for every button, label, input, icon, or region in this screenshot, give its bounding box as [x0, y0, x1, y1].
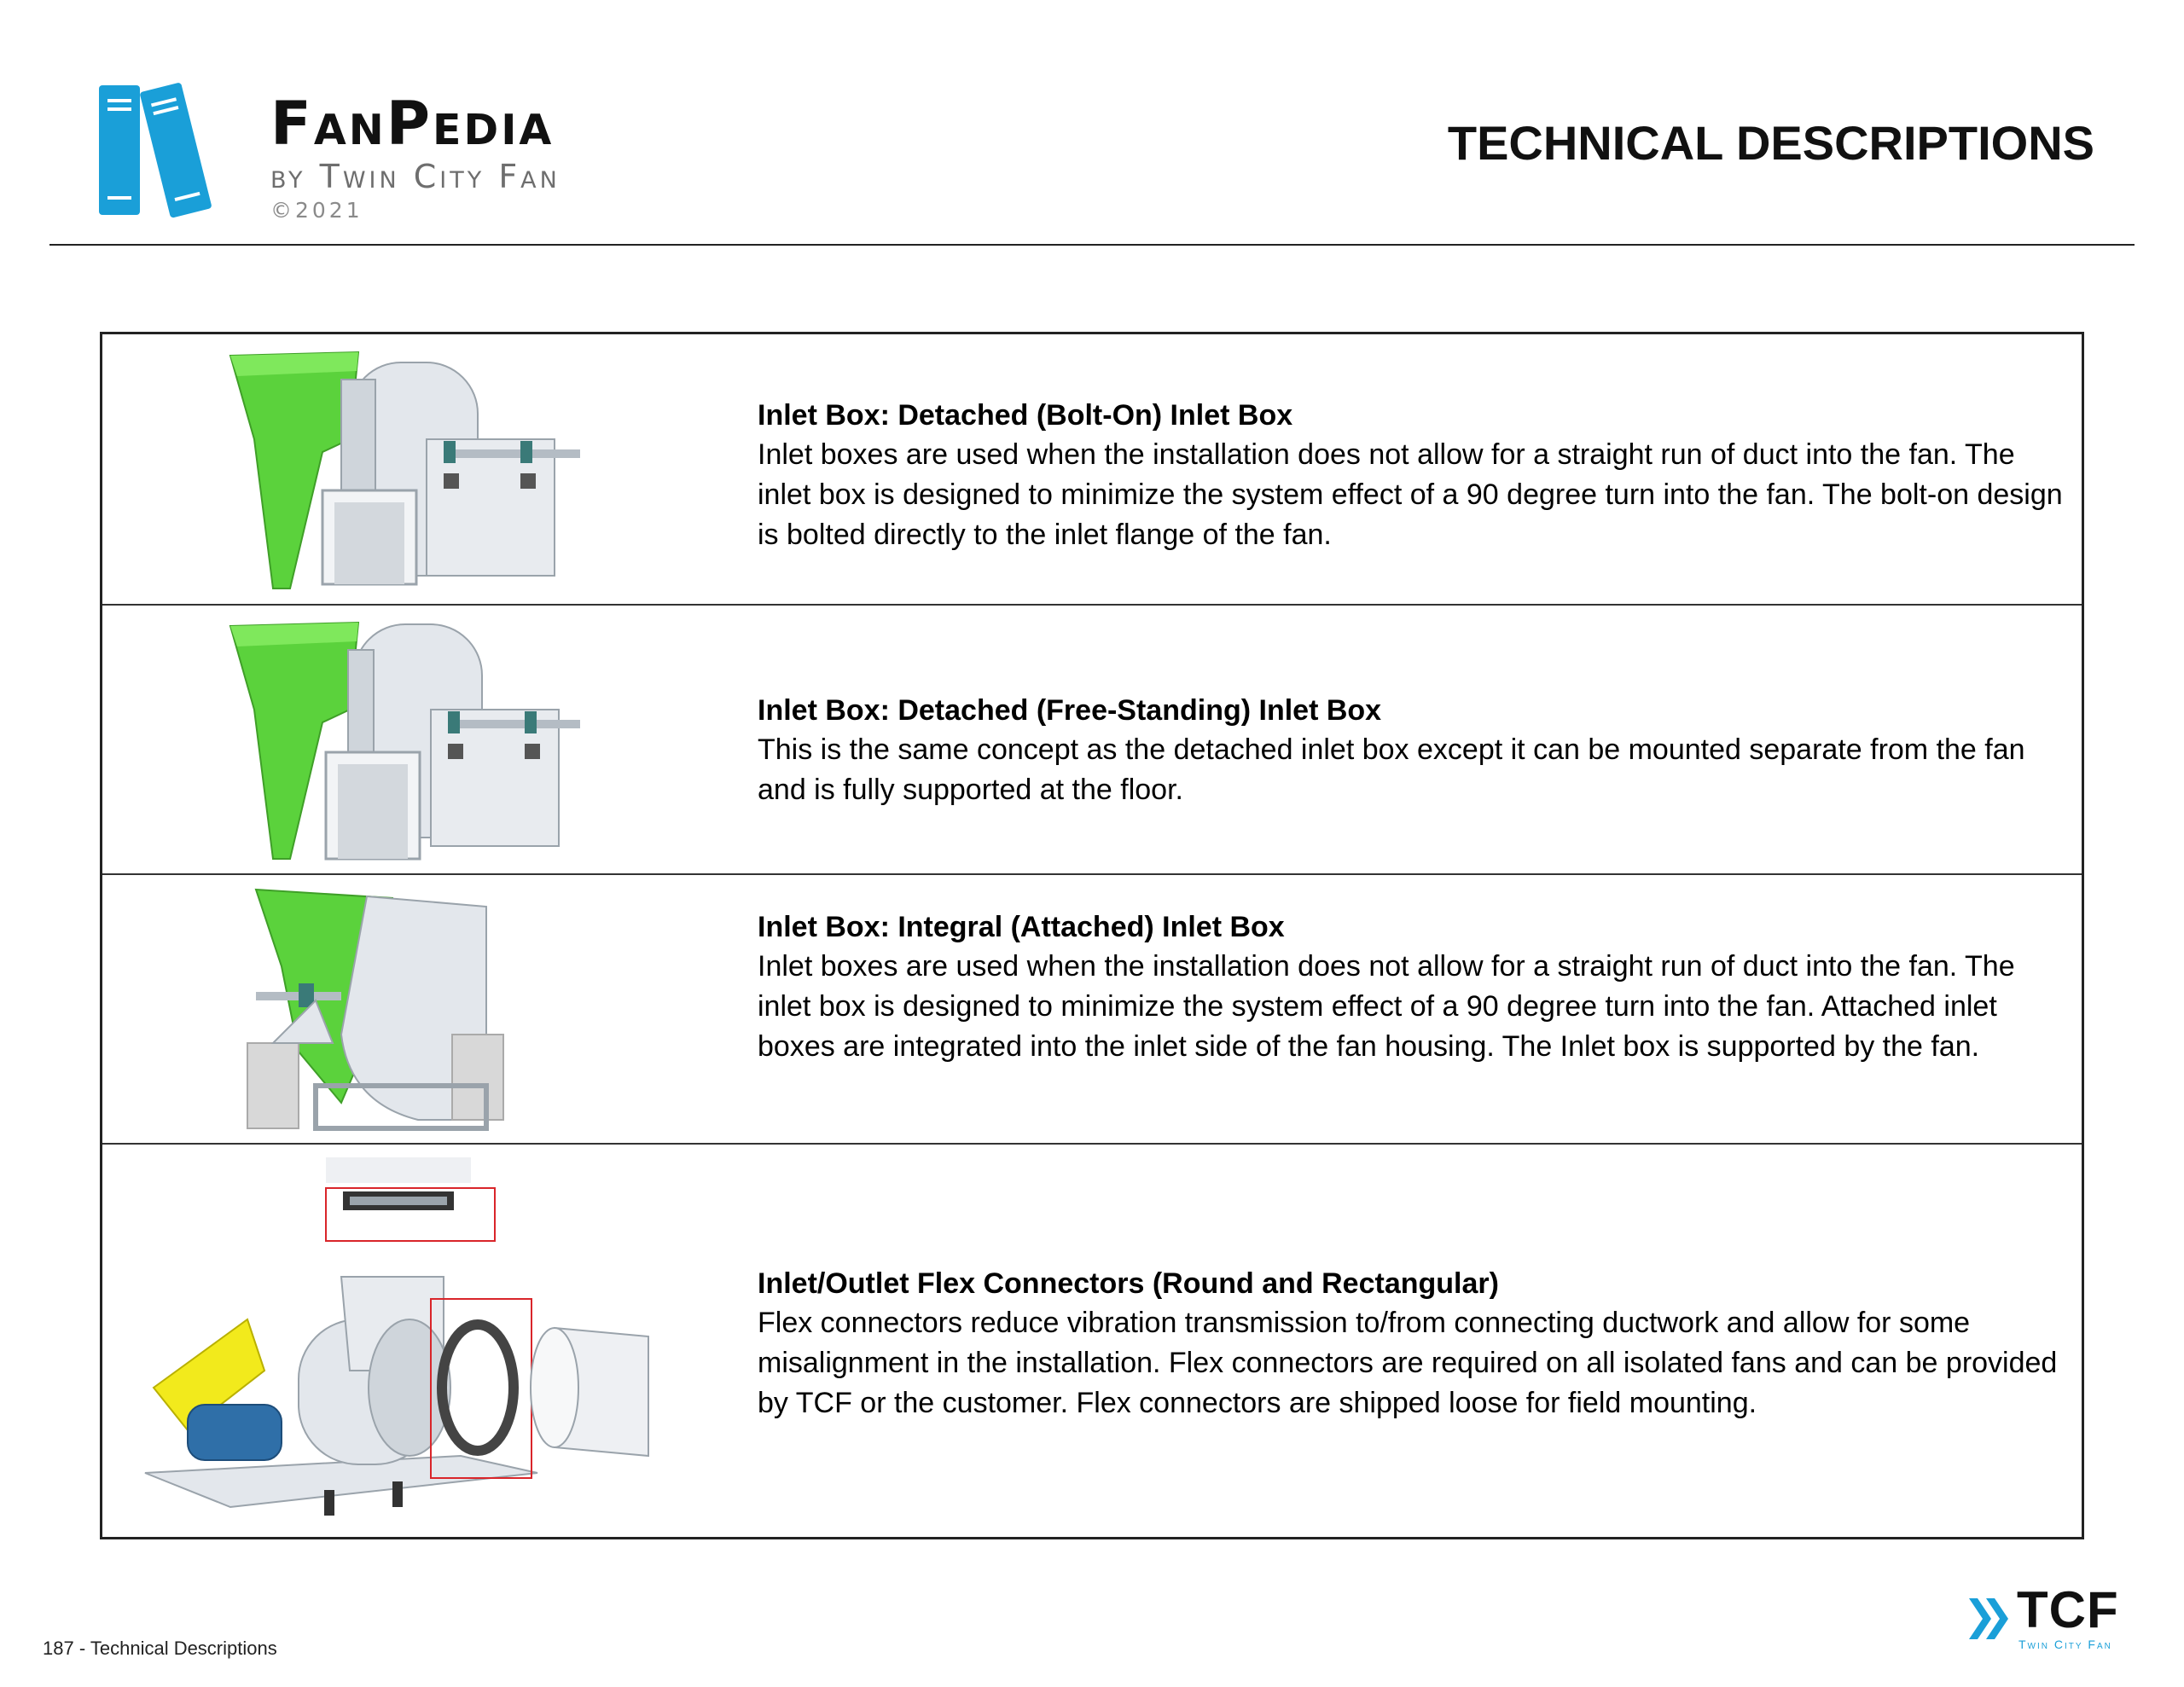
item-title: Inlet Box: Integral (Attached) Inlet Box [758, 911, 1285, 943]
page-title: TECHNICAL DESCRIPTIONS [1447, 116, 2094, 170]
item-description: Inlet boxes are used when the installation does not allow for a straight run of duct into the fan. The inlet box is designed to minimize the system effect of a 90 degree turn into the fan. The bolt-on design is bolted directly to the inlet flange of the fan. [758, 438, 2063, 551]
flex-connector-fan-image [102, 1145, 700, 1537]
free-standing-inlet-box-image [102, 606, 700, 873]
item-description: Inlet boxes are used when the installation does not allow for a straight run of duct into the fan. The inlet box is designed to minimize the system effect of a 90 degree turn into the fan. Attached inlet boxes are integrated into the inlet side of the fan housing. The Inlet box is supported by the fan. [758, 950, 2015, 1063]
header-divider [49, 244, 2135, 246]
description-table [100, 332, 2084, 1539]
table-row [102, 873, 2082, 1143]
item-description: Flex connectors reduce vibration transmission to/from connecting ductwork and allow for some misalignment in the installation. Flex connectors are required on all isolated fans and can be provided by TCF or the customer. Flex connectors are shipped loose for field mounting. [758, 1307, 2058, 1419]
brand-name: FanPedia [270, 89, 555, 159]
books-icon [96, 77, 241, 222]
chevron-right-icon [1969, 1593, 2017, 1644]
tcf-name: TCF [2017, 1581, 2119, 1638]
table-row [102, 604, 2082, 873]
page-footer-label: 187 - Technical Descriptions [43, 1638, 277, 1659]
fanpedia-logo [96, 77, 676, 230]
bolt-on-inlet-box-image [102, 334, 700, 604]
item-title: Inlet Box: Detached (Free-Standing) Inlet Box [758, 694, 1382, 727]
item-title: Inlet Box: Detached (Bolt-On) Inlet Box [758, 399, 1293, 432]
item-title: Inlet/Outlet Flex Connectors (Round and Rectangular) [758, 1267, 1499, 1300]
brand-copyright: ©2021 [270, 198, 363, 223]
tcf-logo [1969, 1581, 2131, 1653]
tcf-subtitle: Twin City Fan [2018, 1638, 2112, 1651]
integral-inlet-box-image [102, 875, 700, 1143]
item-description: This is the same concept as the detached inlet box except it can be mounted separate from the fan and is fully supported at the floor. [758, 733, 2025, 806]
brand-subtitle: by Twin City Fan [270, 158, 561, 195]
table-row [102, 334, 2082, 604]
table-row [102, 1143, 2082, 1537]
